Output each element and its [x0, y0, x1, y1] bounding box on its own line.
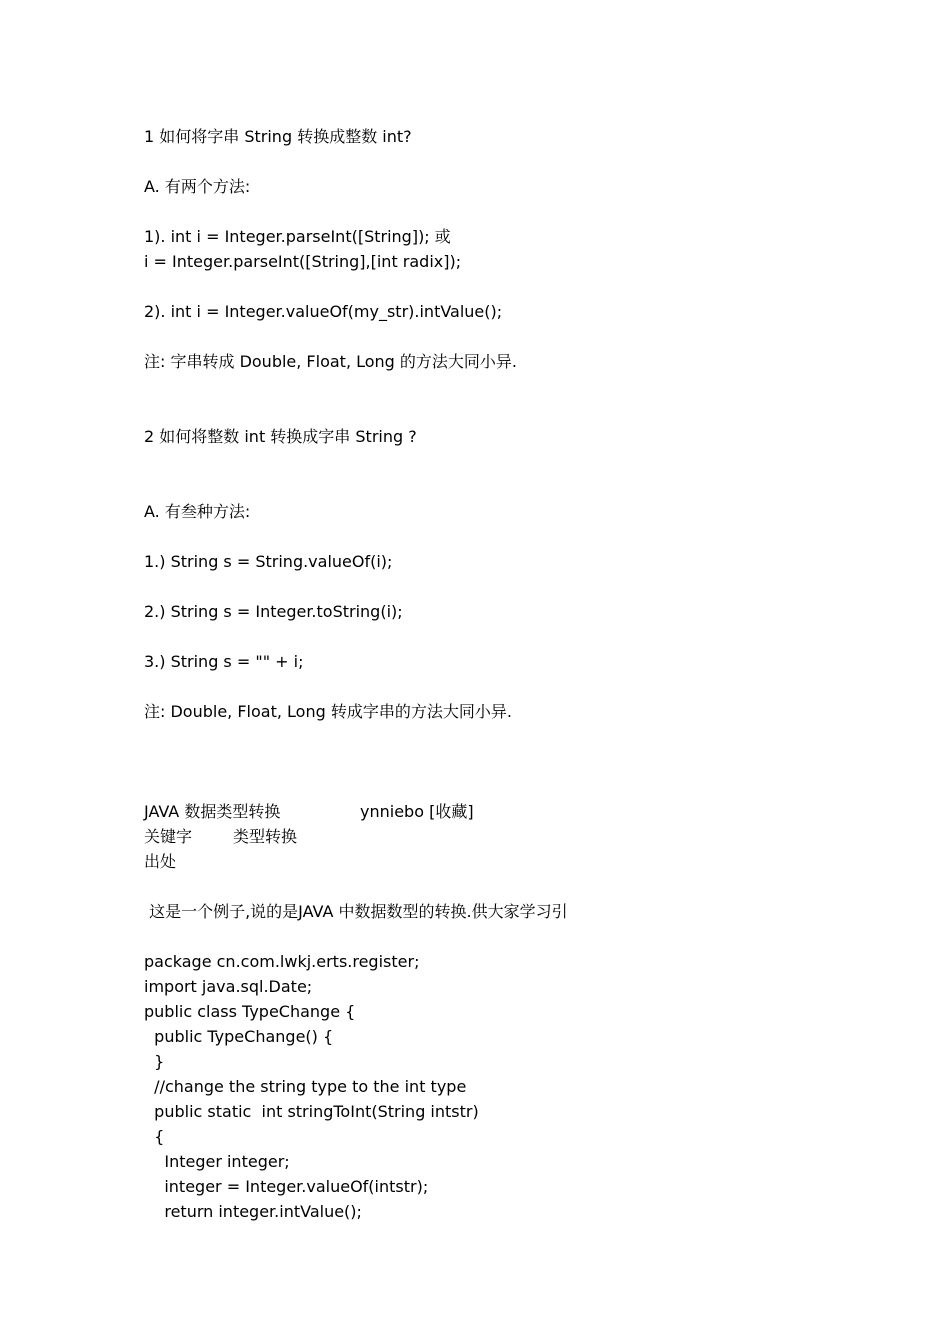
code-line: package cn.com.lwkj.erts.register;	[144, 952, 420, 971]
spacer	[144, 874, 864, 899]
article-title-row	[144, 799, 864, 824]
code-line: integer = Integer.valueOf(intstr);	[144, 1177, 429, 1196]
document-page	[144, 124, 864, 1224]
spacer	[144, 624, 864, 649]
spacer	[144, 324, 864, 349]
code-line: return integer.intValue();	[144, 1202, 362, 1221]
spacer	[144, 449, 864, 499]
code-line: public static int stringToInt(String intstr)	[144, 1102, 479, 1121]
code-line: //change the string type to the int type	[144, 1077, 467, 1096]
article-author-collect[interactable]: ynniebo [收藏]	[360, 802, 474, 821]
section1-question: 1 如何将字串 String 转换成整数 int?	[144, 127, 412, 146]
article-intro: 这是一个例子,说的是JAVA 中数据数型的转换.供大家学习引	[144, 902, 568, 921]
section2-note: 注: Double, Float, Long 转成字串的方法大同小异.	[144, 702, 512, 721]
spacer	[144, 724, 864, 799]
spacer	[144, 524, 864, 549]
article-keyword-row	[144, 824, 864, 849]
spacer	[144, 274, 864, 299]
section1-answer-intro: A. 有两个方法:	[144, 177, 251, 196]
code-line: {	[144, 1127, 165, 1146]
code-line: public TypeChange() {	[144, 1027, 334, 1046]
code-line: Integer integer;	[144, 1152, 290, 1171]
article-title: JAVA 数据类型转换	[144, 802, 281, 821]
code-line: }	[144, 1052, 165, 1071]
section1-method1-line1: 1). int i = Integer.parseInt([String]); 或	[144, 227, 451, 246]
spacer	[144, 674, 864, 699]
section2-method2: 2.) String s = Integer.toString(i);	[144, 602, 403, 621]
code-line: public class TypeChange {	[144, 1002, 356, 1021]
section2-method1: 1.) String s = String.valueOf(i);	[144, 552, 393, 571]
keyword-label: 关键字	[144, 827, 193, 846]
code-line: import java.sql.Date;	[144, 977, 313, 996]
spacer	[144, 374, 864, 424]
section2-method3: 3.) String s = "" + i;	[144, 652, 304, 671]
code-block	[144, 949, 864, 1224]
keyword-value: 类型转换	[233, 827, 298, 846]
section2-answer-intro: A. 有叁种方法:	[144, 502, 251, 521]
section1-note: 注: 字串转成 Double, Float, Long 的方法大同小异.	[144, 352, 518, 371]
spacer	[144, 199, 864, 224]
spacer	[144, 924, 864, 949]
section1-method1-line2: i = Integer.parseInt([String],[int radix]);	[144, 252, 462, 271]
section1-method2: 2). int i = Integer.valueOf(my_str).intValue();	[144, 302, 503, 321]
section2-question: 2 如何将整数 int 转换成字串 String ?	[144, 427, 417, 446]
spacer	[144, 149, 864, 174]
source-label: 出处	[144, 852, 177, 871]
spacer	[144, 574, 864, 599]
